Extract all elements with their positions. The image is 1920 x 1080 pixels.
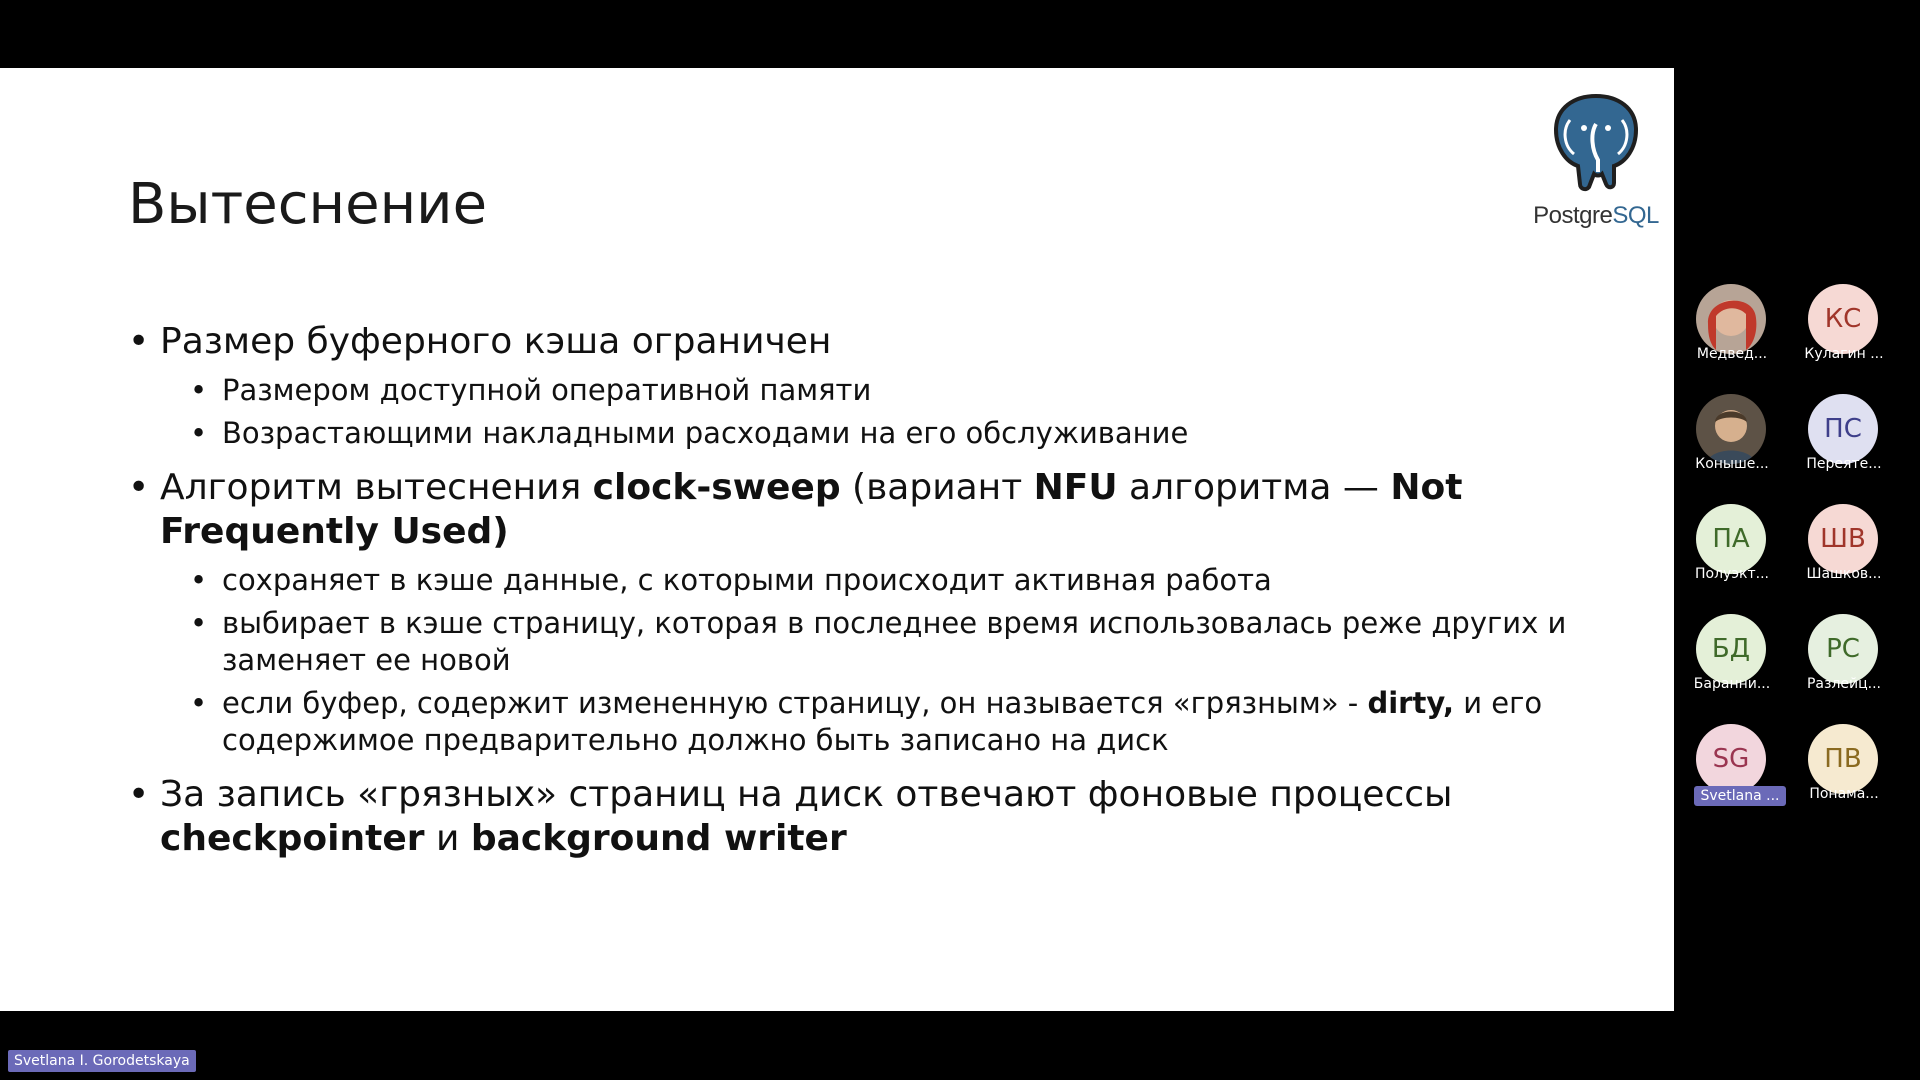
participant-name: Коныше... (1695, 456, 1769, 472)
participant-tile[interactable] (1676, 380, 1788, 480)
participant-name: Понама... (1809, 786, 1879, 802)
elephant-icon (1546, 90, 1646, 194)
participants-panel (1676, 270, 1920, 830)
participant-avatar: ПВ (1808, 724, 1878, 794)
participant-tile[interactable] (1788, 380, 1900, 480)
participant-tile[interactable] (1676, 270, 1788, 370)
participant-tile[interactable] (1676, 490, 1788, 590)
bullet-clock-sweep: • Алгоритм вытеснения clock-sweep (вариант NFU алгоритма — Not Frequently Used) (128, 466, 1568, 554)
presentation-slide (0, 68, 1674, 1011)
sub-bullet-overhead: • Возрастающими накладными расходами на его обслуживание (128, 415, 1568, 452)
participant-tile-active[interactable] (1676, 710, 1788, 810)
participant-avatar: КС (1808, 284, 1878, 354)
participant-name: Медвед... (1696, 346, 1768, 362)
sub-bullet-replace-page: • выбирает в кэше страницу, которая в последнее время использовалась реже других и заменяет ее новой (128, 605, 1568, 679)
slide-title: Вытеснение (128, 172, 488, 237)
active-speaker-label: Svetlana I. Gorodetskaya (8, 1050, 196, 1072)
participant-tile[interactable] (1788, 490, 1900, 590)
participant-avatar: БД (1696, 614, 1766, 684)
participant-tile[interactable] (1788, 600, 1900, 700)
postgresql-logo (1522, 90, 1670, 240)
participant-name: Переяте... (1806, 456, 1882, 472)
logo-text: PostgreSQL (1533, 202, 1659, 229)
participant-avatar: SG (1696, 724, 1766, 794)
sub-bullet-memory: • Размером доступной оперативной памяти (128, 372, 1568, 409)
participant-tile[interactable] (1788, 270, 1900, 370)
participant-name: Кулагин ... (1804, 346, 1884, 362)
bullet-background-processes: • За запись «грязных» страниц на диск отвечают фоновые процессы checkpointer и background writer (128, 773, 1568, 861)
participant-photo (1696, 284, 1766, 354)
participant-name: Полуэкт... (1695, 566, 1769, 582)
sub-bullet-active-data: • сохраняет в кэше данные, с которыми происходит активная работа (128, 562, 1568, 599)
participant-avatar: ШВ (1808, 504, 1878, 574)
participant-avatar: ПС (1808, 394, 1878, 464)
participant-tile[interactable] (1788, 710, 1900, 810)
participant-name: Шашков... (1806, 566, 1882, 582)
bullet-list (128, 320, 1568, 869)
participant-photo (1696, 394, 1766, 464)
sub-bullet-dirty-buffer: • если буфер, содержит измененную страницу, он называется «грязным» - dirty, и его содержимое предварительно должно быть записано на диск (128, 685, 1568, 759)
participant-name: Баранни... (1693, 676, 1771, 692)
participant-avatar: РС (1808, 614, 1878, 684)
participant-name: Разлейц... (1806, 676, 1881, 692)
participant-tile[interactable] (1676, 600, 1788, 700)
participant-avatar: ПА (1696, 504, 1766, 574)
participant-name: Svetlana ... (1694, 786, 1786, 806)
bullet-buffer-size: • Размер буферного кэша ограничен (128, 320, 1568, 364)
